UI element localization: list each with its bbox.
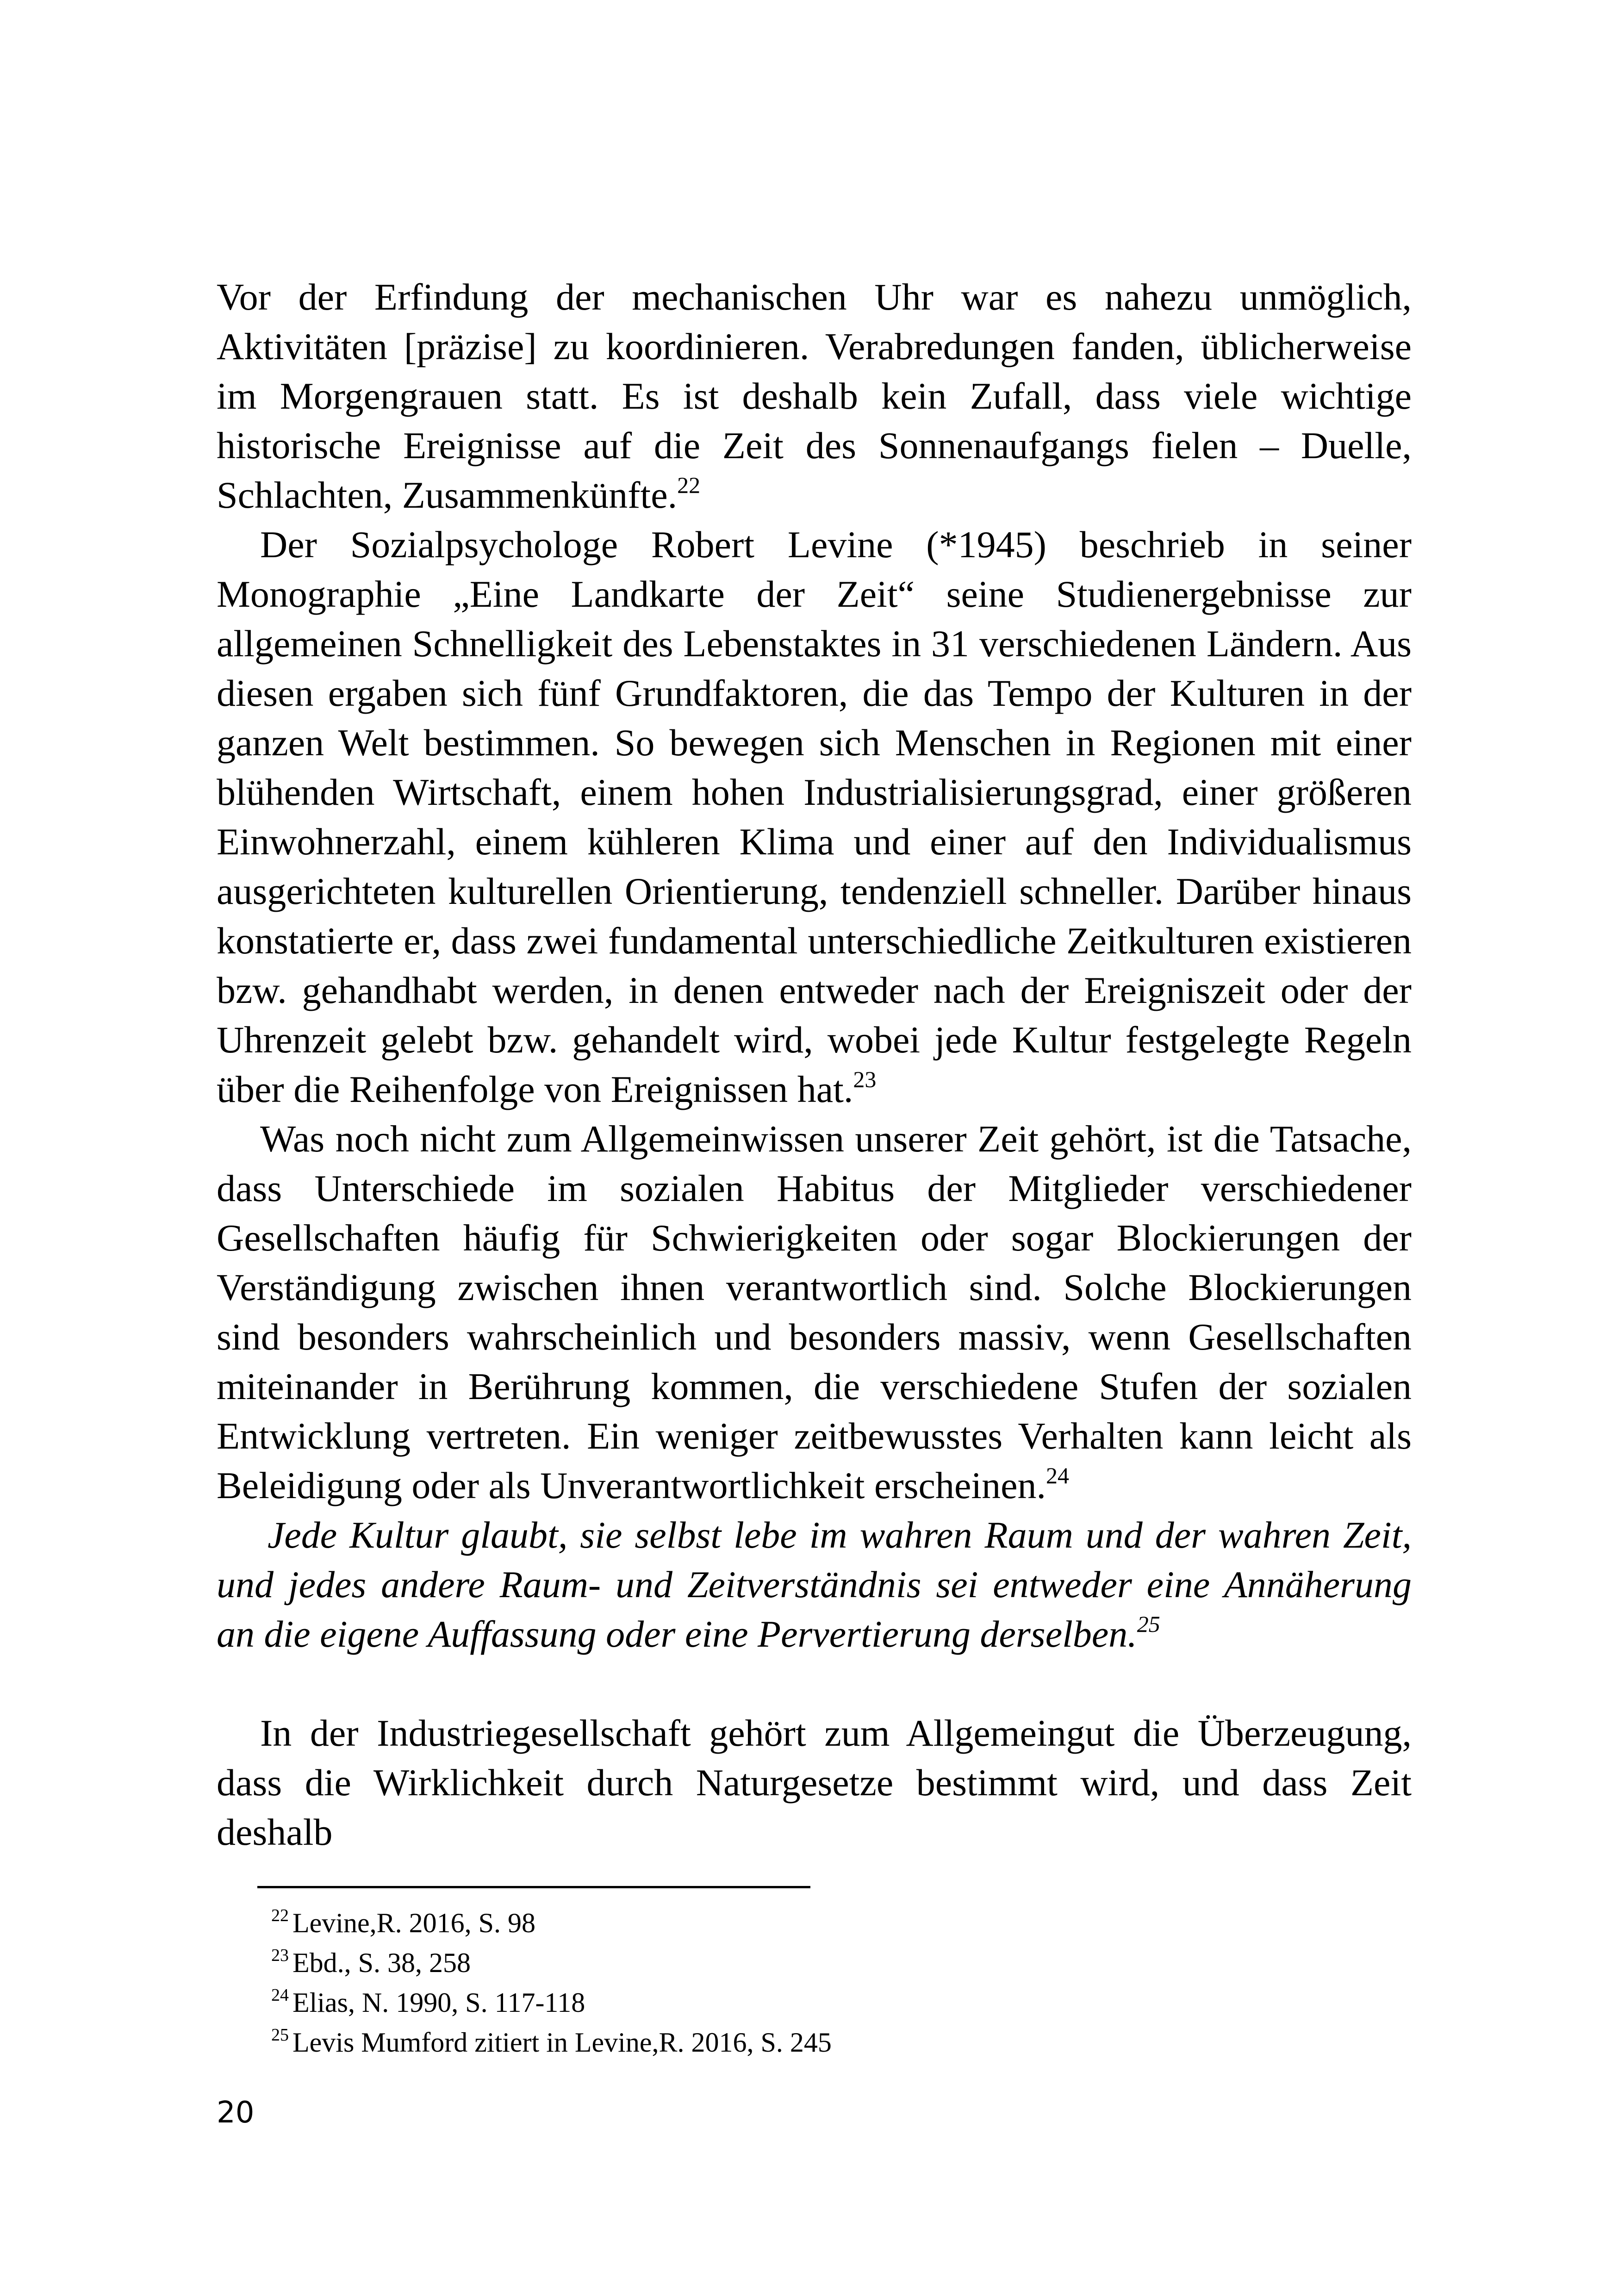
- footnote-number: 23: [271, 1946, 289, 1965]
- footnote-number: 24: [271, 1985, 289, 2005]
- footnote-text: Ebd., S. 38, 258: [292, 1948, 471, 1978]
- footnote-separator: [257, 1886, 810, 1888]
- footnote-number: 22: [271, 1906, 289, 1925]
- footnote-25: [271, 2022, 1382, 2062]
- footnote-ref-25[interactable]: 25: [1137, 1611, 1160, 1637]
- footnote-24: [271, 1983, 1382, 2022]
- paragraph-2: [217, 520, 1412, 1114]
- footnote-text: Levis Mumford zitiert in Levine,R. 2016, S. 245: [292, 2027, 832, 2058]
- footnotes: [271, 1903, 1382, 2062]
- block-quote: [217, 1510, 1412, 1659]
- paragraph-4: [217, 1708, 1412, 1857]
- paragraph-3-text: Was noch nicht zum Allgemeinwissen unserer Zeit gehört, ist die Tatsache, dass Unterschiede im sozialen Habitus der Mitglieder verschiedener Gesellschaften häufig für Schwierigkeiten oder sogar Blockierungen der Verständigung zwischen ihnen verantwortlich sind. Solche Blockierungen sind besonders wahrscheinlich und besonders massiv, wenn Gesellschaften miteinander in Berührung kommen, die verschiedene Stufen der sozialen Entwicklung vertreten. Ein weniger zeitbewusstes Verhalten kann leicht als Beleidigung oder als Unverantwortlichkeit erscheinen.: [217, 1118, 1412, 1506]
- page-number: 20: [217, 2096, 255, 2130]
- paragraph-4-text: In der Industriegesellschaft gehört zum Allgemeingut die Überzeugung, dass die Wirklichkeit durch Naturgesetze bestimmt wird, und dass Zeit deshalb: [217, 1712, 1412, 1853]
- footnote-ref-24[interactable]: 24: [1046, 1462, 1070, 1488]
- footnote-23: [271, 1943, 1382, 1983]
- footnote-ref-23[interactable]: 23: [853, 1066, 877, 1092]
- paragraph-1-text: Vor der Erfindung der mechanischen Uhr war es nahezu unmöglich, Aktivitäten [präzise] zu koordinieren. Verabredungen fanden, üblicherweise im Morgengrauen statt. Es ist deshalb kein Zufall, dass viele wichtige historische Ereignisse auf die Zeit des Sonnenaufgangs fielen – Duelle, Schlachten, Zusammenkünfte.: [217, 276, 1412, 516]
- paragraph-3: [217, 1114, 1412, 1510]
- footnote-number: 25: [271, 2025, 289, 2045]
- paragraph-2-text: Der Sozialpsychologe Robert Levine (*1945) beschrieb in seiner Monographie „Eine Landkarte der Zeit“ seine Studienergebnisse zur allgemeinen Schnelligkeit des Lebenstaktes in 31 verschiedenen Ländern. Aus diesen ergaben sich fünf Grundfaktoren, die das Tempo der Kulturen in der ganzen Welt bestimmen. So bewegen sich Menschen in Regionen mit einer blühenden Wirtschaft, einem hohen Industrialisierungsgrad, einer größeren Einwohnerzahl, einem kühleren Klima und einer auf den Individualismus ausgerichteten kulturellen Orientierung, tendenziell schneller. Darüber hinaus konstatierte er, dass zwei fundamental unterschiedliche Zeitkulturen existieren bzw. gehandhabt werden, in denen entweder nach der Ereigniszeit oder der Uhrenzeit gelebt bzw. gehandelt wird, wobei jede Kultur festgelegte Regeln über die Reihenfolge von Ereignissen hat.: [217, 523, 1412, 1110]
- block-quote-text: Jede Kultur glaubt, sie selbst lebe im wahren Raum und der wahren Zeit, und jedes andere Raum- und Zeitverständnis sei entweder eine Annäherung an die eigene Auffassung oder eine Pervertierung derselben.: [217, 1514, 1412, 1655]
- footnote-ref-22[interactable]: 22: [677, 472, 701, 498]
- main-text: [217, 272, 1412, 1857]
- footnote-22: [271, 1903, 1382, 1943]
- footnote-text: Levine,R. 2016, S. 98: [292, 1908, 535, 1938]
- footnote-text: Elias, N. 1990, S. 117-118: [292, 1987, 585, 2018]
- paragraph-1: [217, 272, 1412, 520]
